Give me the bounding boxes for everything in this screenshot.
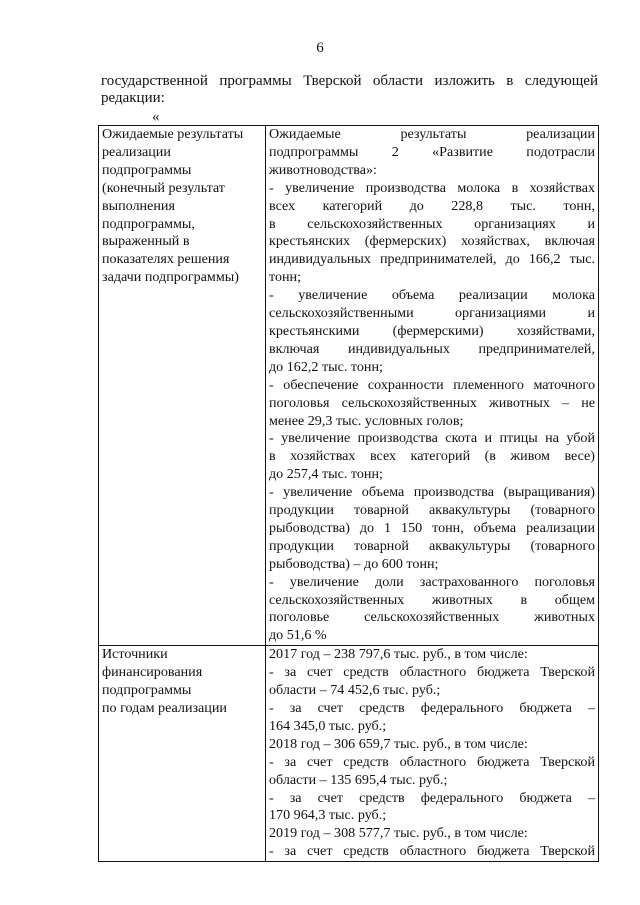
content-line: - за счет средств федерального бюджета – xyxy=(269,789,595,806)
content-line: крестьянских (фермерских) хозяйствах, включая xyxy=(269,233,595,250)
label-line: Источники xyxy=(102,646,168,663)
label-line: Ожидаемые результаты xyxy=(102,126,244,142)
intro-paragraph xyxy=(101,73,598,107)
table-row-financing-sources xyxy=(99,646,599,862)
content-line: 2017 год – 238 797,6 тыс. руб., в том числе: xyxy=(269,646,528,663)
content-line: - увеличение производства скота и птицы на убой xyxy=(269,430,595,447)
content-line: подпрограммы 2 «Развитие подотрасли xyxy=(269,143,595,160)
content-line: Ожидаемые результаты реализации xyxy=(269,126,595,142)
content-line: поголовья сельскохозяйственных животных – не xyxy=(269,394,595,411)
content-line: области – 74 452,6 тыс. руб.; xyxy=(269,682,441,699)
subprogram-passport-table xyxy=(98,125,599,862)
content-line: до 51,6 % xyxy=(269,627,327,644)
label-line: выполнения xyxy=(102,197,175,214)
label-line: финансирования xyxy=(102,664,203,681)
content-line: до 257,4 тыс. тонн; xyxy=(269,466,383,483)
label-line: по годам реализации xyxy=(102,700,227,716)
content-line: в сельскохозяйственных организациях и xyxy=(269,215,595,232)
content-line: 164 345,0 тыс. руб.; xyxy=(269,717,387,734)
intro-line-1: государственной программы Тверской области изложить в следующей xyxy=(101,73,598,89)
content-line: в хозяйствах всех категорий (в живом весе) xyxy=(269,448,595,465)
content-line: рыбоводства) – до 600 тонн; xyxy=(269,555,439,572)
content-line: крестьянскими (фермерскими) хозяйствами, xyxy=(269,322,595,339)
content-line: рыбоводства) до 1 150 тонн, объема реализации xyxy=(269,519,595,536)
page-number: 6 xyxy=(316,40,324,56)
row-label-expected-results xyxy=(99,126,266,646)
content-line: до 162,2 тыс. тонн; xyxy=(269,358,383,375)
label-line: показателях решения xyxy=(102,251,230,268)
content-line: включая индивидуальных предпринимателей, xyxy=(269,340,595,357)
opening-quote-mark: « xyxy=(152,109,160,125)
label-line: задачи подпрограммы) xyxy=(102,269,239,286)
content-line: индивидуальных предпринимателей, до 166,2 тыс. xyxy=(269,251,595,268)
content-line: животноводства»: xyxy=(269,161,377,178)
row-content-expected-results xyxy=(266,126,599,646)
content-line: 2018 год – 306 659,7 тыс. руб., в том числе: xyxy=(269,735,528,752)
label-line: реализации xyxy=(102,143,171,160)
label-line: подпрограммы xyxy=(102,682,192,699)
content-line: всех категорий до 228,8 тыс. тонн, xyxy=(269,197,595,214)
table-row-expected-results xyxy=(99,126,599,646)
content-line: - обеспечение сохранности племенного маточного xyxy=(269,376,595,393)
row-label-financing-sources xyxy=(99,646,266,862)
label-line: (конечный результат xyxy=(102,179,225,196)
content-line: - увеличение доли застрахованного поголовья xyxy=(269,573,595,590)
content-line: - за счет средств областного бюджета Тверской xyxy=(269,843,595,860)
content-line: сельскохозяйственных животных в общем xyxy=(269,591,595,608)
label-line: подпрограммы xyxy=(102,161,192,178)
content-line: 170 964,3 тыс. руб.; xyxy=(269,807,387,824)
content-line: - за счет средств областного бюджета Тверской xyxy=(269,664,595,681)
content-line: продукции товарной аквакультуры (товарного xyxy=(269,537,595,554)
content-line: поголовье сельскохозяйственных животных xyxy=(269,609,595,626)
content-line: сельскохозяйственными организациями и xyxy=(269,305,595,322)
content-line: - увеличение производства молока в хозяйствах xyxy=(269,179,595,196)
label-line: выраженный в xyxy=(102,233,190,250)
label-line: подпрограммы, xyxy=(102,215,195,232)
row-content-financing-sources xyxy=(266,646,599,862)
content-line: менее 29,3 тыс. условных голов; xyxy=(269,412,464,429)
content-line: - увеличение объема производства (выращивания) xyxy=(269,484,595,501)
content-line: продукции товарной аквакультуры (товарного xyxy=(269,502,595,519)
page-bottom-edge xyxy=(0,896,640,905)
intro-line-2: редакции: xyxy=(101,90,165,106)
content-line: области – 135 695,4 тыс. руб.; xyxy=(269,771,448,788)
content-line: - увеличение объема реализации молока xyxy=(269,287,595,304)
content-line: тонн; xyxy=(269,269,302,286)
content-line: - за счет средств федерального бюджета – xyxy=(269,700,595,716)
content-line: - за счет средств областного бюджета Тверской xyxy=(269,753,595,770)
content-line: 2019 год – 308 577,7 тыс. руб., в том числе: xyxy=(269,825,528,842)
